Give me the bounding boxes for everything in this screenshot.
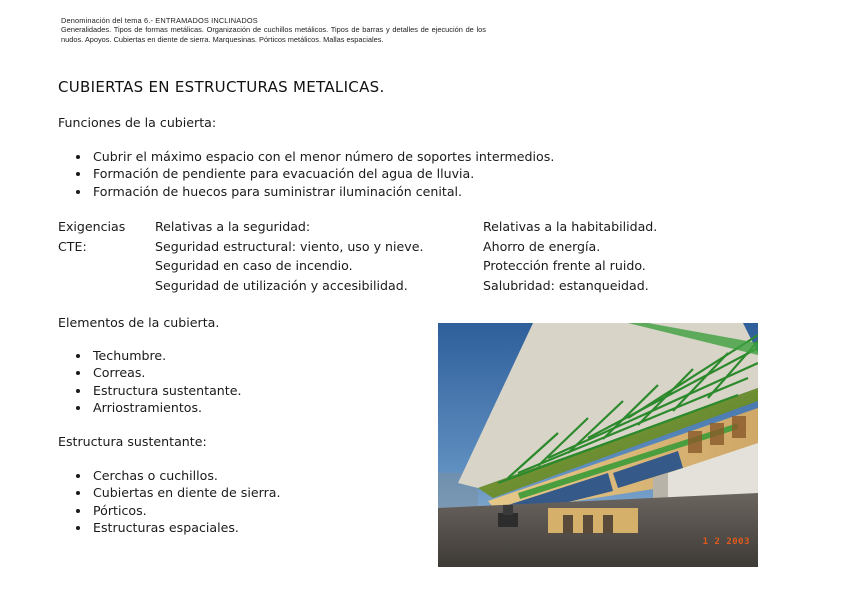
habitabilidad-item: Protección frente al ruido. xyxy=(483,258,646,274)
bullet-icon xyxy=(76,371,80,375)
list-item: Cubiertas en diente de sierra. xyxy=(58,484,280,501)
page-title: CUBIERTAS EN ESTRUCTURAS METALICAS. xyxy=(58,78,385,96)
funciones-list xyxy=(58,148,554,200)
habitabilidad-item: Salubridad: estanqueidad. xyxy=(483,277,649,293)
elementos-label: Elementos de la cubierta. xyxy=(58,315,220,330)
elementos-list xyxy=(58,347,241,417)
seguridad-column xyxy=(155,217,423,295)
list-item: Estructura sustentante. xyxy=(58,382,241,399)
list-item: Estructuras espaciales. xyxy=(58,519,280,536)
seguridad-item: Seguridad estructural: viento, uso y nieve. xyxy=(155,238,424,254)
list-item: Arriostramientos. xyxy=(58,399,241,416)
list-item: Techumbre. xyxy=(58,347,241,364)
habitabilidad-heading: Relativas a la habitabilidad. xyxy=(483,219,658,234)
list-item: Pórticos. xyxy=(58,502,280,519)
list-item: Cerchas o cuchillos. xyxy=(58,467,280,484)
habitabilidad-column xyxy=(483,217,657,295)
exigencias-label: Exigencias CTE: xyxy=(58,219,126,254)
funciones-label: Funciones de la cubierta: xyxy=(58,115,217,130)
bullet-icon xyxy=(76,491,80,495)
stadium-roof-photo xyxy=(438,323,758,567)
photo-date-stamp: 1 2 2003 xyxy=(702,537,750,547)
seguridad-item: Seguridad de utilización y accesibilidad. xyxy=(155,277,408,293)
bullet-icon xyxy=(76,190,80,194)
estructura-label: Estructura sustentante: xyxy=(58,434,207,449)
bullet-icon xyxy=(76,155,80,159)
bullet-icon xyxy=(76,526,80,530)
bullet-icon xyxy=(76,172,80,176)
bullet-icon xyxy=(76,406,80,410)
bullet-icon xyxy=(76,354,80,358)
stadium-photo-illustration xyxy=(438,323,758,567)
habitabilidad-item: Ahorro de energía. xyxy=(483,238,601,254)
estructura-list xyxy=(58,467,280,537)
bullet-icon xyxy=(76,389,80,393)
list-item: Cubrir el máximo espacio con el menor número de soportes intermedios. xyxy=(58,148,554,165)
bullet-icon xyxy=(76,509,80,513)
bullet-icon xyxy=(76,474,80,478)
topic-description: Generalidades. Tipos de formas metálicas. Organización de cuchillos metálicos. Tipos de barras y detalles de ejecución de los nudos. Apoyos. Cubiertas en diente de sierra. Marquesinas. Pórticos metálicos. Mallas espaciales. xyxy=(61,25,486,44)
document-header xyxy=(61,16,486,44)
list-item: Formación de pendiente para evacuación del agua de lluvia. xyxy=(58,165,554,182)
list-item: Correas. xyxy=(58,364,241,381)
seguridad-heading: Relativas a la seguridad: xyxy=(155,219,311,234)
seguridad-item: Seguridad en caso de incendio. xyxy=(155,258,353,274)
topic-title: Denominación del tema 6.- ENTRAMADOS INCLINADOS xyxy=(61,16,258,25)
list-item: Formación de huecos para suministrar iluminación cenital. xyxy=(58,183,554,200)
